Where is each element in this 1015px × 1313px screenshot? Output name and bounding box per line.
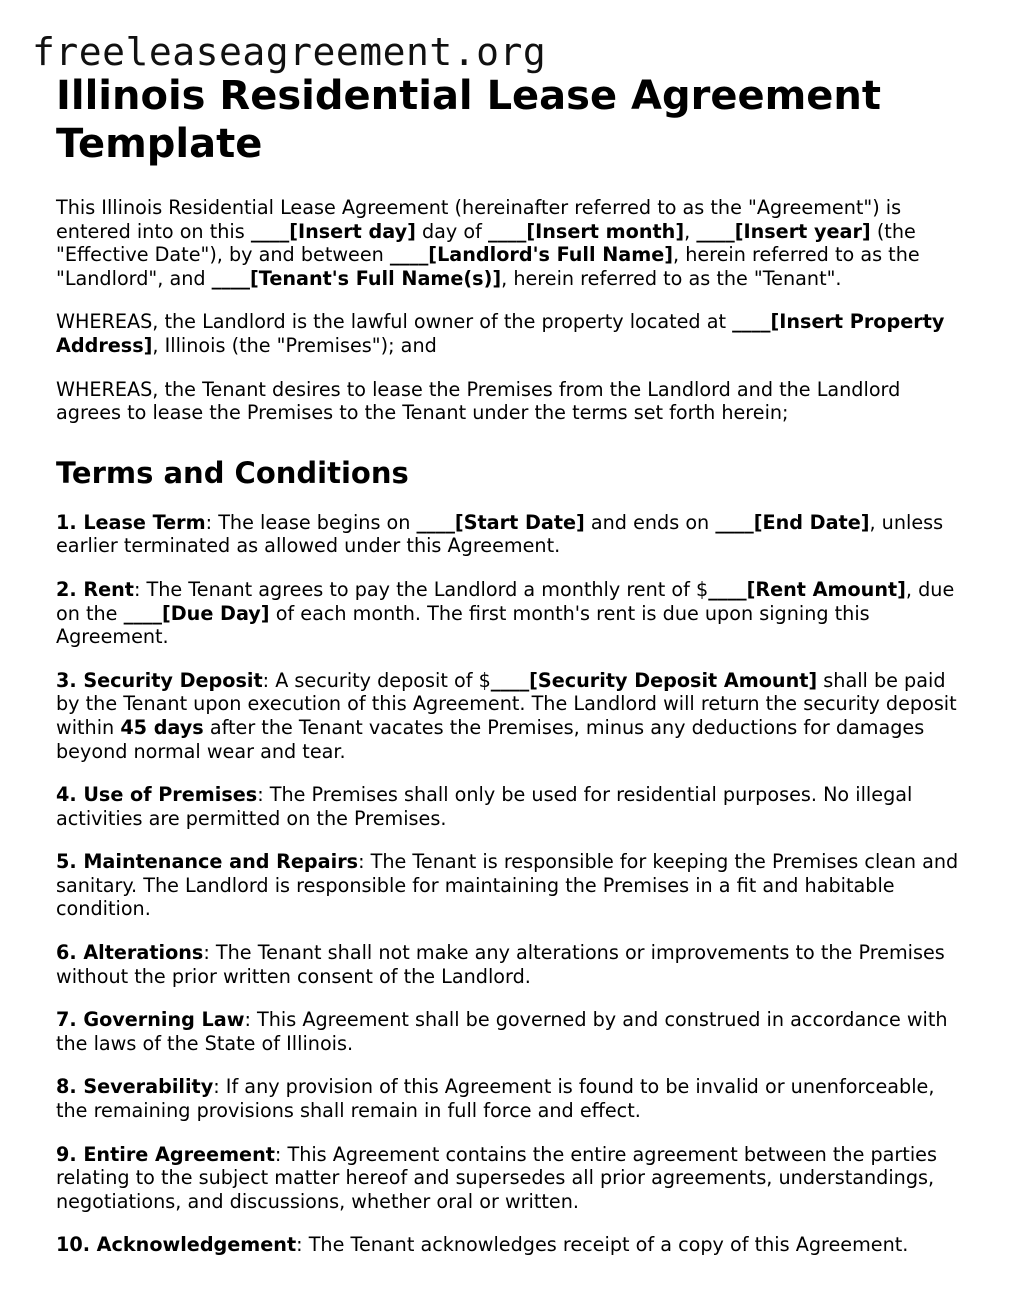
property-address-placeholder: ____[Insert Property Address] [56, 310, 945, 357]
clause-text: : The Premises shall only be used for residential purposes. No illegal activities are permitted on the Premises. [56, 783, 913, 830]
clause-label: 10. Acknowledgement [56, 1233, 297, 1257]
clause-severability [56, 1075, 971, 1122]
clause-text: and ends on [584, 510, 716, 534]
clause-text: : If any provision of this Agreement is found to be invalid or unenforceable, the remaining provisions shall remain in full force and effect. [56, 1075, 935, 1123]
intro-text: This Illinois Residential Lease Agreement (hereinafter referred to as the "Agreement") is entered into on this [56, 196, 902, 243]
insert-day-placeholder: ____[Insert day] [250, 219, 416, 243]
clause-maintenance [56, 850, 971, 921]
whereas-lease-paragraph: WHEREAS, the Tenant desires to lease the Premises from the Landlord and the Landlord agrees to lease the Premises to the Tenant under the terms set forth herein; [56, 377, 901, 425]
clause-security-deposit [56, 669, 971, 763]
clause-text: after the Tenant vacates the Premises, minus any deductions for damages beyond normal wear and tear. [56, 715, 925, 763]
intro-text: day of [415, 219, 488, 243]
insert-month-placeholder: ____[Insert month] [487, 219, 685, 243]
deposit-return-days: 45 days [120, 715, 204, 739]
clause-text: of each month. The first month's rent is due upon signing this Agreement. [56, 601, 870, 649]
clause-text: : The Tenant is responsible for keeping the Premises clean and sanitary. The Landlord is responsible for maintaining the Premises in a fit and habitable condition. [56, 850, 959, 921]
whereas-text: , Illinois (the "Premises"); and [152, 333, 437, 357]
start-date-placeholder: ____[Start Date] [416, 510, 585, 534]
document-body [56, 72, 971, 1257]
clause-entire-agreement [56, 1143, 971, 1214]
intro-paragraph [56, 196, 971, 290]
clause-alterations [56, 941, 971, 988]
end-date-placeholder: ____[End Date] [715, 510, 870, 534]
clause-text: : The Tenant acknowledges receipt of a copy of this Agreement. [296, 1233, 909, 1257]
clause-acknowledgement [56, 1233, 971, 1257]
clause-text: , due on the [56, 577, 955, 625]
clause-text: : This Agreement shall be governed by and construed in accordance with the laws of the State of Illinois. [56, 1008, 948, 1055]
intro-text: (the "Effective Date"), by and between [56, 219, 916, 267]
clause-text: : The Tenant agrees to pay the Landlord a monthly rent of $ [133, 577, 709, 601]
clause-text: shall be paid by the Tenant upon execution of this Agreement. The Landlord will return the security deposit within [56, 668, 957, 739]
security-deposit-placeholder: ____[Security Deposit Amount] [490, 668, 818, 692]
whereas-text: WHEREAS, the Landlord is the lawful owner of the property located at [56, 310, 733, 334]
clause-text: : A security deposit of $ [262, 668, 491, 692]
intro-text: , [684, 219, 697, 243]
clause-label: 3. Security Deposit [56, 668, 263, 692]
tenant-name-placeholder: ____[Tenant's Full Name(s)] [211, 266, 502, 290]
clauses-list [56, 511, 971, 1257]
clause-use-of-premises [56, 783, 971, 830]
clause-text: : The Tenant shall not make any alterations or improvements to the Premises without the prior written consent of the Landlord. [56, 941, 945, 988]
clause-label: 5. Maintenance and Repairs [56, 850, 359, 874]
clause-label: 8. Severability [56, 1075, 214, 1099]
site-watermark: freeleaseagreement.org [32, 30, 547, 74]
clause-label: 1. Lease Term [56, 510, 206, 534]
rent-amount-placeholder: ____[Rent Amount] [708, 577, 906, 601]
due-day-placeholder: ____[Due Day] [123, 601, 270, 625]
clause-governing-law [56, 1008, 971, 1055]
landlord-name-placeholder: ____[Landlord's Full Name] [389, 243, 673, 267]
document-title: Illinois Residential Lease Agreement Template [56, 73, 882, 167]
clause-label: 4. Use of Premises [56, 783, 258, 807]
clause-text: : This Agreement contains the entire agreement between the parties relating to the subject matter hereof and supersedes all prior agreements, understandings, negotiations, and discussions, whether oral or written. [56, 1142, 937, 1213]
intro-text: , herein referred to as the "Tenant". [501, 266, 842, 290]
clause-text: : The lease begins on [205, 510, 417, 534]
clause-lease-term [56, 511, 971, 558]
clause-label: 6. Alterations [56, 941, 204, 965]
clause-label: 9. Entire Agreement [56, 1142, 275, 1166]
clause-text: , unless earlier terminated as allowed under this Agreement. [56, 510, 944, 558]
intro-text: , herein referred to as the "Landlord", and [56, 243, 920, 290]
whereas-owner-paragraph [56, 310, 971, 357]
terms-heading: Terms and Conditions [56, 455, 409, 490]
clause-label: 7. Governing Law [56, 1008, 245, 1032]
insert-year-placeholder: ____[Insert year] [696, 219, 871, 243]
clause-label: 2. Rent [56, 577, 134, 601]
clause-rent [56, 578, 971, 649]
